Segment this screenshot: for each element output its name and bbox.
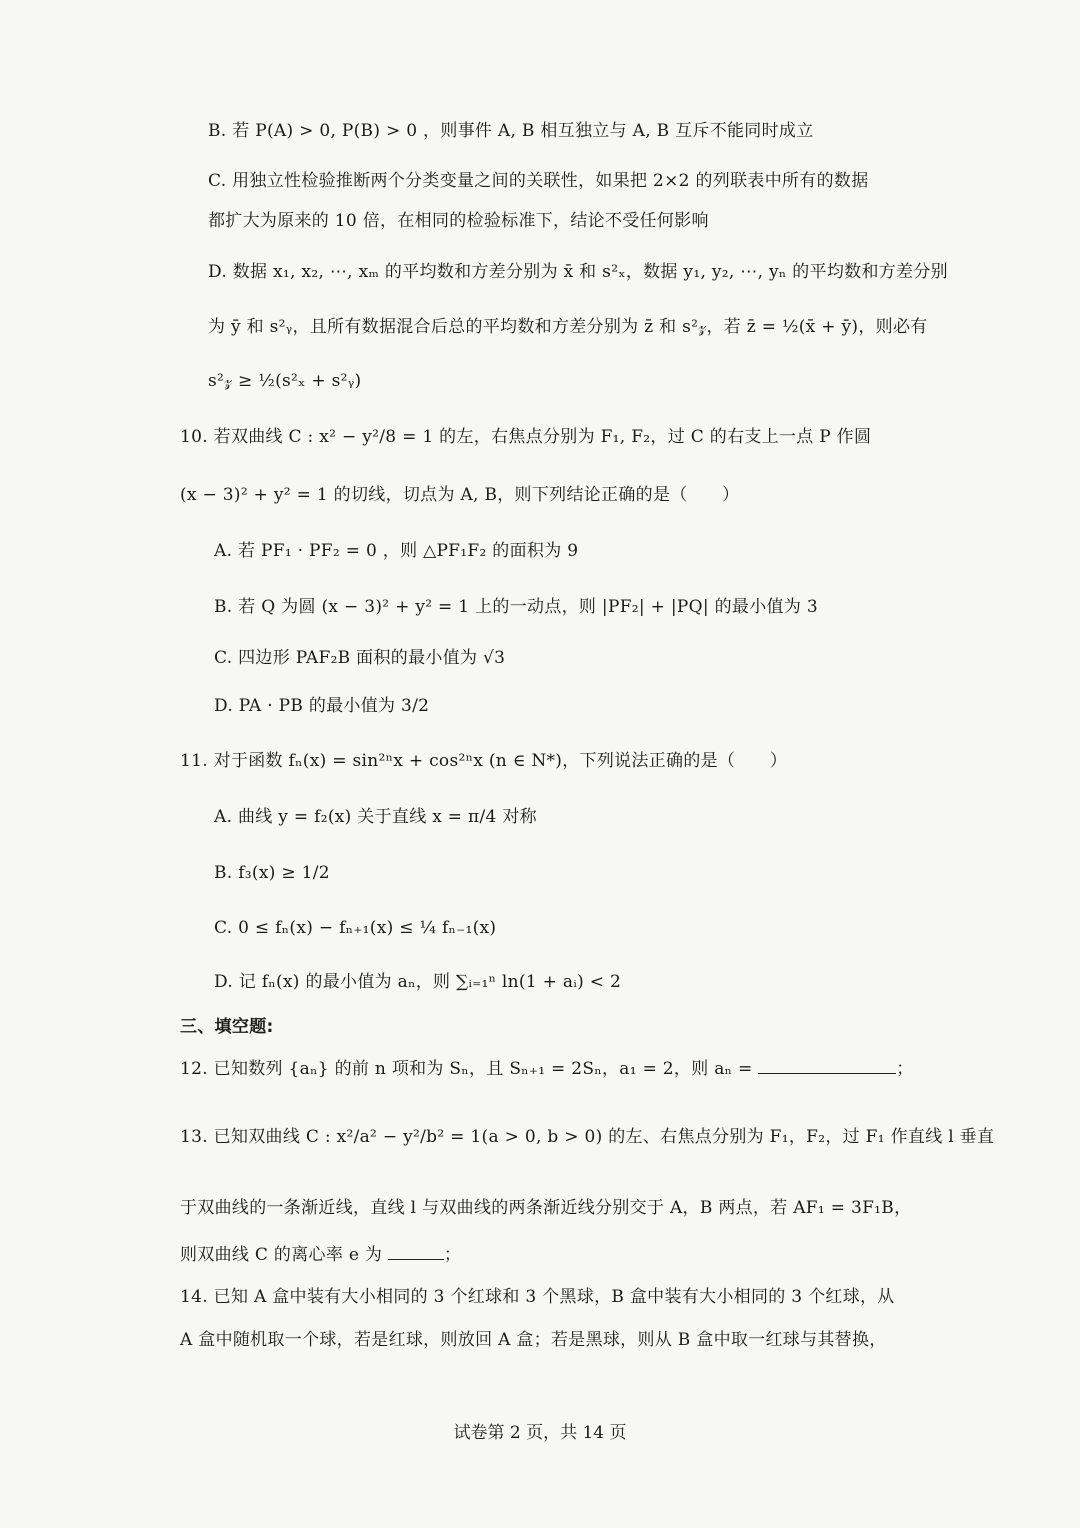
q11-option-d: D. 记 fₙ(x) 的最小值为 aₙ，则 ∑ᵢ₌₁ⁿ ln(1 + aᵢ) < 2 [214,972,622,992]
q10-option-a: A. 若 PF₁ · PF₂ = 0 ，则 △PF₁F₂ 的面积为 9 [214,541,579,561]
q14-stem-line2: A 盒中随机取一个球，若是红球，则放回 A 盒；若是黑球，则从 B 盒中取一红球与其替换， [180,1330,887,1350]
q12-answer-blank[interactable] [758,1055,896,1074]
q13-stem-line3 [180,1241,461,1268]
q10-stem-line2: (x − 3)² + y² = 1 的切线，切点为 A, B，则下列结论正确的是（ ） [180,485,740,505]
q13-stem-line1: 13. 已知双曲线 C : x²/a² − y²/b² = 1(a > 0, b > 0) 的左、右焦点分别为 F₁，F₂，过 F₁ 作直线 l 垂直 [180,1127,995,1147]
q13-stem-line2: 于双曲线的一条渐近线，直线 l 与双曲线的两条渐近线分别交于 A，B 两点，若 AF₁ = 3F₁B， [180,1198,912,1218]
q12-stem [180,1055,914,1082]
q9-option-b: B. 若 P(A) > 0, P(B) > 0 ，则事件 A, B 相互独立与 A, B 互斥不能同时成立 [208,121,814,141]
q13-text: 则双曲线 C 的离心率 e 为 [180,1245,383,1265]
q10-option-d: D. PA · PB 的最小值为 3/2 [214,696,430,716]
q11-stem: 11. 对于函数 fₙ(x) = sin²ⁿx + cos²ⁿx (n ∈ N*)，下列说法正确的是（ ） [180,751,788,771]
q10-option-b: B. 若 Q 为圆 (x − 3)² + y² = 1 上的一动点，则 |PF₂| + |PQ| 的最小值为 3 [214,597,818,617]
q12-tail: ； [896,1059,914,1079]
q9-option-d-line1: D. 数据 x₁, x₂, ⋯, xₘ 的平均数和方差分别为 x̄ 和 s²ₓ，数据 y₁, y₂, ⋯, yₙ 的平均数和方差分别 [208,262,948,282]
q10-stem-line1: 10. 若双曲线 C : x² − y²/8 = 1 的左，右焦点分别为 F₁, F₂，过 C 的右支上一点 P 作圆 [180,427,872,447]
q12-text: 12. 已知数列 {aₙ} 的前 n 项和为 Sₙ，且 Sₙ₊₁ = 2Sₙ，a₁ = 2，则 aₙ = [180,1059,753,1079]
q9-option-c-line2: 都扩大为原来的 10 倍，在相同的检验标准下，结论不受任何影响 [208,211,709,231]
q11-option-a: A. 曲线 y = f₂(x) 关于直线 x = π/4 对称 [214,807,537,827]
section-fill-in-blank-heading: 三、填空题: [180,1017,274,1037]
q9-option-d-line3: s²𝓏 ≥ ½(s²ₓ + s²ᵧ) [208,371,362,391]
q13-answer-blank[interactable] [388,1241,444,1260]
q13-tail: ； [443,1245,462,1265]
q14-stem-line1: 14. 已知 A 盒中装有大小相同的 3 个红球和 3 个黑球，B 盒中装有大小相同的 3 个红球，从 [180,1287,895,1307]
q9-option-d-line2: 为 ȳ 和 s²ᵧ，且所有数据混合后总的平均数和方差分别为 z̄ 和 s²𝓏，若 z̄ = ½(x̄ + ȳ)，则必有 [208,317,928,337]
q11-option-b: B. f₃(x) ≥ 1/2 [214,863,330,883]
page-footer: 试卷第 2 页，共 14 页 [453,1423,627,1443]
q10-option-c: C. 四边形 PAF₂B 面积的最小值为 √3 [214,648,506,668]
q11-option-c: C. 0 ≤ fₙ(x) − fₙ₊₁(x) ≤ ¼ fₙ₋₁(x) [214,918,497,938]
q9-option-c-line1: C. 用独立性检验推断两个分类变量之间的关联性，如果把 2×2 的列联表中所有的数据 [208,171,869,191]
